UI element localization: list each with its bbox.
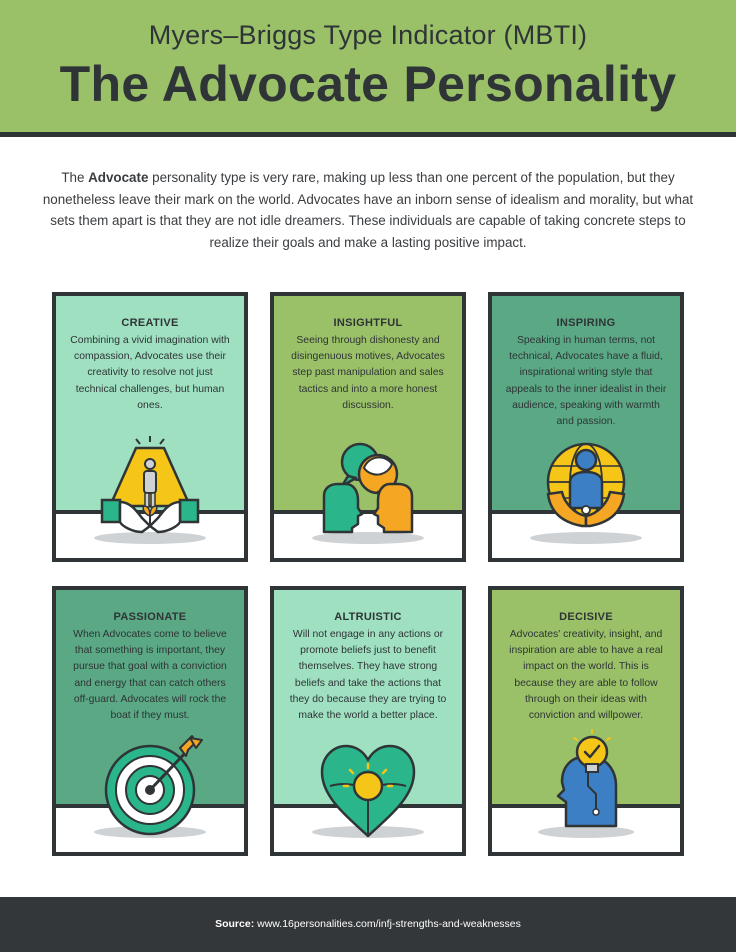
intro-text-bold: Advocate (88, 170, 149, 185)
intro-text-post: personality type is very rare, making up less than one percent of the population, but they nonetheless leave their mark on the world. Advocates have an inborn sense of idealism and morality, but what sets them apart is that they are not idle dreamers. These individuals are capable of taking concrete steps to realize their goals and make a lasting positive impact. (42, 170, 694, 250)
page-subtitle: Myers–Briggs Type Indicator (MBTI) (148, 20, 588, 50)
target-arrow-icon (56, 590, 244, 852)
card-description: Combining a vivid imagination with compassion, Advocates use their creativity to resolve not just technical challenges, but human ones. (70, 335, 230, 411)
head-lightbulb-check-icon (492, 590, 680, 852)
card-title: DECISIVE (559, 611, 613, 623)
page-title: The Advocate Personality (59, 56, 677, 112)
card-description: Advocates' creativity, insight, and inspiration are able to have a real impact on the world. This is because they are able to follow through on their ideas with conviction and willpower. (509, 629, 663, 722)
header-banner (0, 0, 736, 137)
card-description: Seeing through dishonesty and disingenuous motives, Advocates step past manipulation and sales tactics and into a more honest discussion. (291, 335, 445, 411)
person-globe-hands-icon (492, 296, 680, 558)
card-title: INSIGHTFUL (333, 317, 403, 329)
card-title: PASSIONATE (113, 611, 187, 623)
two-heads-speech-bubbles-icon (274, 296, 462, 558)
card-description: Will not engage in any actions or promote beliefs just to benefit themselves. They have strong beliefs and take the actions that they do because they are trying to make the world a better place. (289, 629, 447, 722)
source-url: www.16personalities.com/infj-strengths-and-weaknesses (254, 918, 521, 930)
source-label: Source: (215, 918, 255, 930)
card-description: When Advocates come to believe that something is important, they pursue that goal with a conviction and energy that can catch others off-guard. Advocates will rock the boat if they must. (73, 629, 227, 722)
card-title: CREATIVE (121, 317, 179, 329)
source-footer (0, 897, 736, 952)
card-altruistic (270, 586, 466, 856)
intro-text-pre: The (61, 170, 89, 185)
card-creative (52, 292, 248, 562)
card-inspiring (488, 292, 684, 562)
card-decisive (488, 586, 684, 856)
card-passionate (52, 586, 248, 856)
intro-paragraph (40, 167, 696, 253)
card-title: ALTRUISTIC (334, 611, 402, 623)
card-description: Speaking in human terms, not technical, Advocates have a fluid, inspirational writing style that appeals to the inner idealist in their audience, speaking with warmth and passion. (505, 335, 667, 428)
card-title: INSPIRING (556, 317, 616, 329)
card-insightful (270, 292, 466, 562)
hands-holding-sprout-icon (56, 296, 244, 558)
heart-sun-icon (274, 590, 462, 852)
